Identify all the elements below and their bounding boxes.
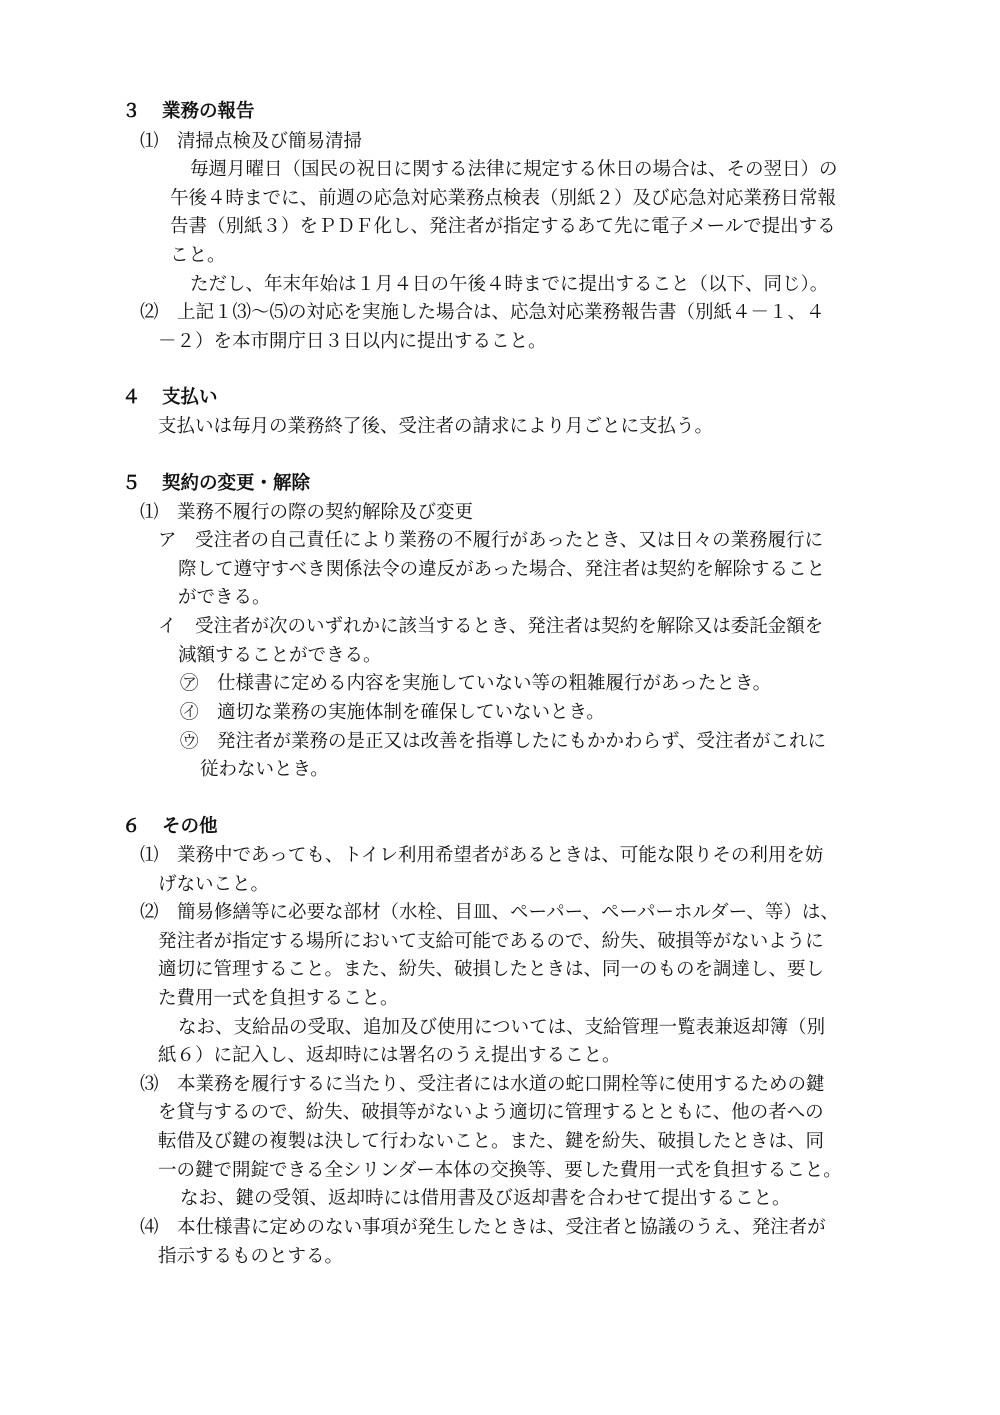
section-5-item-i-text: イ 受注者が次のいずれかに該当するとき、発注者は契約を解除又は委託金額を xyxy=(158,616,824,637)
section-4-body: 支払いは毎月の業務終了後、受注者の請求により月ごとに支払う。 xyxy=(158,416,714,437)
section-5-item-i-text: 減額することができる。 xyxy=(178,645,382,666)
section-3-item-1-text: 告書（別紙３）をＰＤＦ化し、発注者が指定するあて先に電子メールで提出する xyxy=(170,216,836,237)
section-3-heading xyxy=(122,97,255,128)
section-4-number: ４ xyxy=(122,387,141,408)
section-6-item-2-text: ⑵ 簡易修繕等に必要な部材（水栓、目皿、ペーパー、ペーパーホルダー、等）は、 xyxy=(140,902,839,923)
section-5-number: ５ xyxy=(122,473,141,494)
section-6-number: ６ xyxy=(122,816,141,837)
section-3-item-1-text: 午後４時までに、前週の応急対応業務点検表（別紙２）及び応急対応業務日常報 xyxy=(170,188,837,209)
section-5-item-a-text: ができる。 xyxy=(178,587,271,608)
section-6-item-2-text: た費用一式を負担すること。 xyxy=(158,988,399,1009)
section-5-sub-item-3: ㋒ 発注者が業務の是正又は改善を指導したにもかかわらず、受注者がこれに xyxy=(180,731,827,752)
section-6-item-2-note: なお、支給品の受取、追加及び使用については、支給管理一覧表兼返却簿（別 xyxy=(178,1017,826,1038)
section-5-sub-item-3: 従わないとき。 xyxy=(200,759,329,780)
section-3-item-1-note: ただし、年末年始は１月４日の午後４時までに提出すること（以下、同じ）。 xyxy=(190,274,829,295)
section-6-item-3-text: ⑶ 本業務を履行するに当たり、受注者には水道の蛇口開栓等に使用するための鍵 xyxy=(140,1074,825,1095)
section-6-title: その他 xyxy=(162,816,218,837)
section-3-item-1-text: 毎週月曜日（国民の祝日に関する法律に規定する休日の場合は、その翌日）の xyxy=(190,159,838,180)
section-3-item-2-text: ⑵ 上記１⑶～⑸の対応を実施した場合は、応急対応業務報告書（別紙４－１、４ xyxy=(140,302,825,323)
section-5-heading xyxy=(122,469,310,500)
section-6-item-3-text: を貸与するので、紛失、破損等がないよう適切に管理するとともに、他の者への xyxy=(158,1102,824,1123)
section-6-item-1-text: ⑴ 業務中であっても、トイレ利用希望者があるときは、可能な限りその利用を妨 xyxy=(140,845,824,866)
section-6-item-2-text: 発注者が指定する場所において支給可能であるので、紛失、破損等がないように xyxy=(158,931,824,952)
section-3-item-1-title: ⑴ 清掃点検及び簡易清掃 xyxy=(140,131,363,152)
section-5-item-a-text: 際して遵守すべき関係法令の違反があった場合、発注者は契約を解除すること xyxy=(178,559,825,580)
section-6-item-4-text: 指示するものとする。 xyxy=(158,1246,344,1267)
section-5-sub-item-2: ㋑ 適切な業務の実施体制を確保していないとき。 xyxy=(180,702,605,723)
section-4-title: 支払い xyxy=(162,387,218,408)
section-6-item-2-note: 紙６）に記入し、返却時には署名のうえ提出すること。 xyxy=(158,1045,621,1066)
section-3-item-1-text: こと。 xyxy=(170,245,226,266)
section-6-item-1-text: げないこと。 xyxy=(158,874,270,895)
section-6-item-3-note: なお、鍵の受領、返却時には借用書及び返却書を合わせて提出すること。 xyxy=(180,1188,791,1209)
section-5-item-a-text: ア 受注者の自己責任により業務の不履行があったとき、又は日々の業務履行に xyxy=(158,530,824,551)
section-3-number: ３ xyxy=(122,101,141,122)
section-6-item-2-text: 適切に管理すること。また、紛失、破損したときは、同一のものを調達し、要し xyxy=(158,959,825,980)
section-5-title: 契約の変更・解除 xyxy=(162,473,311,494)
section-4-heading xyxy=(122,383,218,414)
section-6-item-4-text: ⑷ 本仕様書に定めのない事項が発生したときは、受注者と協議のうえ、発注者が xyxy=(140,1217,826,1238)
section-5-item-1-title: ⑴ 業務不履行の際の契約解除及び変更 xyxy=(140,502,474,523)
section-3-item-2-text: －２）を本市開庁日３日以内に提出すること。 xyxy=(158,331,547,352)
section-3-title: 業務の報告 xyxy=(162,101,255,122)
section-6-heading xyxy=(122,812,218,843)
section-5-sub-item-1: ㋐ 仕様書に定める内容を実施していない等の粗雑履行があったとき。 xyxy=(180,673,772,694)
section-6-item-3-text: 一の鍵で開錠できる全シリンダー本体の交換等、要した費用一式を負担すること。 xyxy=(158,1160,842,1181)
section-6-item-3-text: 転借及び鍵の複製は決して行わないこと。また、鍵を紛失、破損したときは、同 xyxy=(158,1131,825,1152)
